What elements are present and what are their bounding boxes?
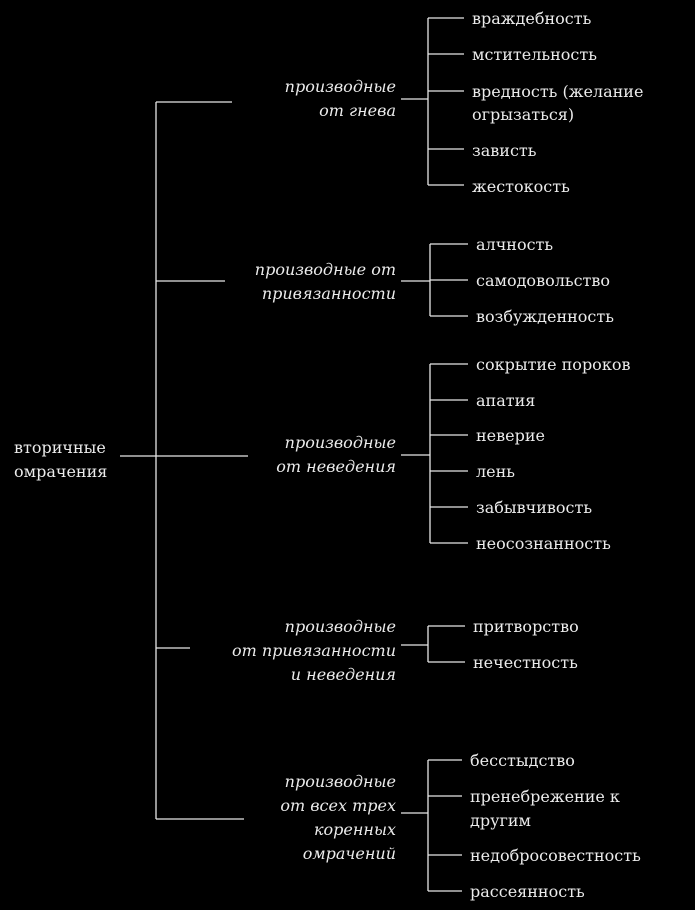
item-label-line: притворство — [473, 617, 579, 636]
item-label-line: зависть — [472, 141, 537, 160]
item-label-line: другим — [470, 811, 531, 830]
item-label-line: алчность — [476, 235, 554, 254]
item-label-line: неверие — [476, 426, 545, 445]
category-label-line: производные — [284, 433, 396, 452]
category-label-line: от гнева — [319, 101, 396, 120]
item-label-line: лень — [476, 462, 516, 481]
category-label-line: от привязанности — [231, 641, 396, 660]
item-label-line: сокрытие пороков — [476, 355, 631, 374]
item-label-line: вредность (желание — [472, 82, 644, 101]
category-label-line: производные — [284, 617, 396, 636]
item-label-line: апатия — [476, 391, 536, 410]
category-label-line: коренных — [313, 820, 396, 839]
root-label-line: вторичные — [14, 438, 106, 457]
item-label-line: рассеянность — [470, 882, 585, 901]
item-label-line: пренебрежение к — [470, 787, 620, 806]
category-label-line: привязанности — [261, 284, 396, 303]
item-label-line: враждебность — [472, 9, 592, 28]
category-label-line: производные — [284, 77, 396, 96]
category-label-line: и неведения — [290, 665, 396, 684]
category-label-line: от всех трех — [280, 796, 396, 815]
item-label-line: самодовольство — [476, 271, 611, 290]
category-label-line: омрачений — [302, 844, 396, 863]
root-label-line: омрачения — [14, 462, 108, 481]
item-label-line: огрызаться) — [472, 105, 575, 124]
item-label-line: забывчивость — [476, 498, 593, 517]
item-label-line: неосознанность — [476, 534, 611, 553]
category-label-line: производные — [284, 772, 396, 791]
item-label-line: нечестность — [473, 653, 578, 672]
item-label-line: недобросовестность — [470, 846, 641, 865]
category-label-line: от неведения — [276, 457, 396, 476]
item-label-line: жестокость — [472, 177, 570, 196]
item-label-line: возбужденность — [476, 307, 614, 326]
category-label-line: производные от — [254, 260, 396, 279]
item-label-line: мстительность — [472, 45, 597, 64]
item-label-line: бесстыдство — [470, 751, 575, 770]
